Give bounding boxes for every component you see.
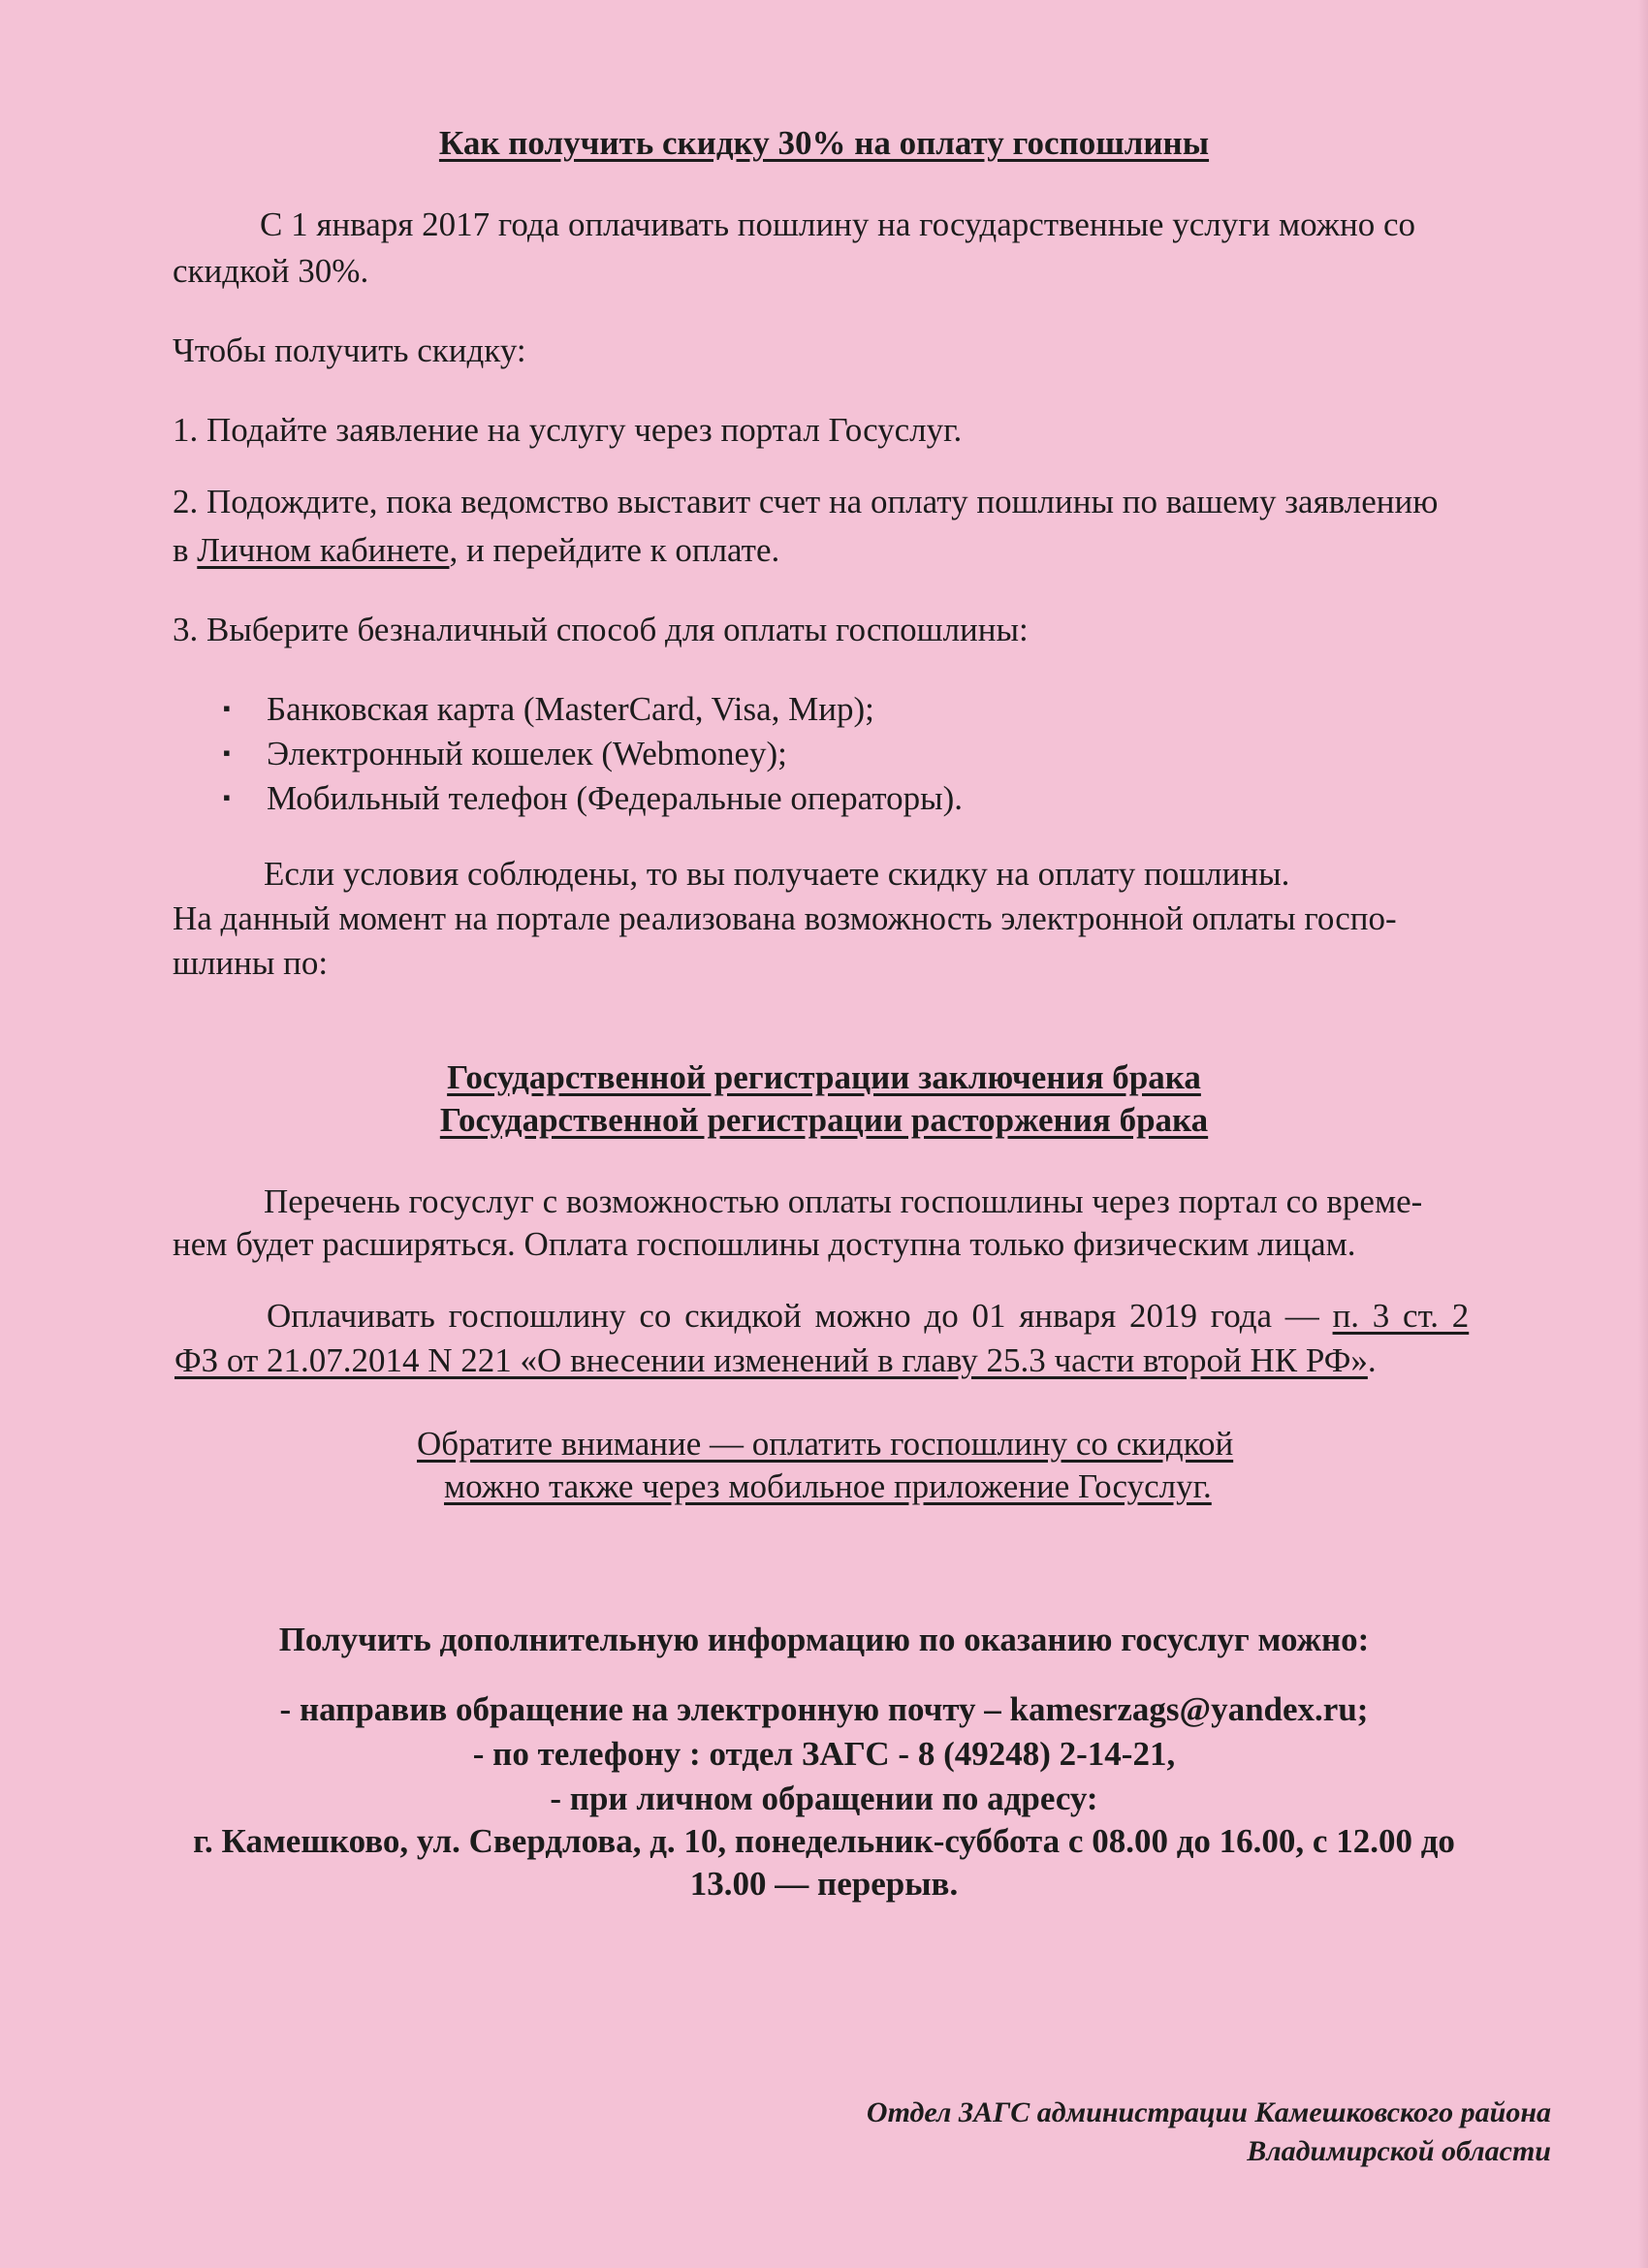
step-3: 3. Выберите безналичный способ для оплаты госпошлины: [173,611,1029,648]
contacts-heading: Получить дополнительную информацию по оказанию госуслуг можно: [278,1621,1370,1658]
step-2-suffix: , и перейдите к оплате. [449,531,780,569]
conditions-line-2: На данный момент на портале реализована возможность электронной оплаты госпо- [173,899,1397,937]
contact-visit: - при личном обращении по адресу: [550,1780,1098,1817]
contact-phone: - по телефону : отдел ЗАГС - 8 (49248) 2-14-21, [472,1735,1176,1773]
deadline-end: . [1367,1341,1377,1379]
step-2-line-1: 2. Подождите, пока ведомство выставит счет на оплату пошлины по вашему заявлению [173,483,1439,520]
law-link-part-1[interactable]: п. 3 ст. 2 [1332,1297,1470,1335]
expansion-line-2: нем будет расширяться. Оплата госпошлины доступна только физическим лицам. [173,1225,1356,1263]
intro-line-1: С 1 января 2017 года оплачивать пошлину на государственные услуги можно со [260,205,1415,243]
paper-edge [1638,0,1648,2268]
conditions-line-1: Если условия соблюдены, то вы получаете скидку на оплату пошлины. [264,855,1290,893]
notice-line-2[interactable]: можно также через мобильное приложение Госуслуг. [444,1467,1212,1505]
intro-line-2: скидкой 30%. [173,252,369,290]
service-2: Государственной регистрации расторжения брака [439,1101,1209,1139]
payment-method-3: Мобильный телефон (Федеральные операторы). [267,779,964,817]
expansion-line-1: Перечень госуслуг с возможностью оплаты госпошлины через портал со време- [264,1182,1423,1220]
notice-line-1[interactable]: Обратите внимание — оплатить госпошлину со скидкой [417,1425,1234,1463]
conditions-line-3: шлины по: [173,944,329,982]
contact-address: г. Камешково, ул. Свердлова, д. 10, понедельник-суббота с 08.00 до 16.00, с 12.00 до [193,1822,1455,1860]
service-1: Государственной регистрации заключения брака [447,1058,1201,1096]
deadline-line-2 [174,1339,1377,1382]
footer-department: Отдел ЗАГС администрации Камешковского района [866,2096,1551,2128]
deadline-line-1 [267,1295,1469,1338]
personal-cabinet-link[interactable]: Личном кабинете [197,531,450,569]
contact-email: - направив обращение на электронную почту – kamesrzags@yandex.ru; [279,1690,1369,1728]
footer-region: Владимирской области [1247,2135,1551,2167]
deadline-text: Оплачивать госпошлину со скидкой можно до 01 января 2019 года — [267,1297,1333,1335]
payment-method-2: Электронный кошелек (Webmoney); [267,735,787,772]
bullet-icon: ▪ [223,696,231,720]
step-2-line-2 [173,529,779,572]
payment-method-1: Банковская карта (MasterCard, Visa, Мир); [267,690,874,728]
bullet-icon: ▪ [223,740,231,765]
bullet-icon: ▪ [223,785,231,809]
step-2-prefix: в [173,531,198,569]
document-title: Как получить скидку 30% на оплату госпошлины [438,124,1210,162]
step-1: 1. Подайте заявление на услугу через портал Госуслуг. [173,411,963,449]
steps-heading: Чтобы получить скидку: [173,331,526,369]
law-link-part-2[interactable]: ФЗ от 21.07.2014 N 221 «О внесении изменений в главу 25.3 части второй НК РФ» [174,1341,1368,1379]
contact-break: 13.00 — перерыв. [689,1865,959,1903]
